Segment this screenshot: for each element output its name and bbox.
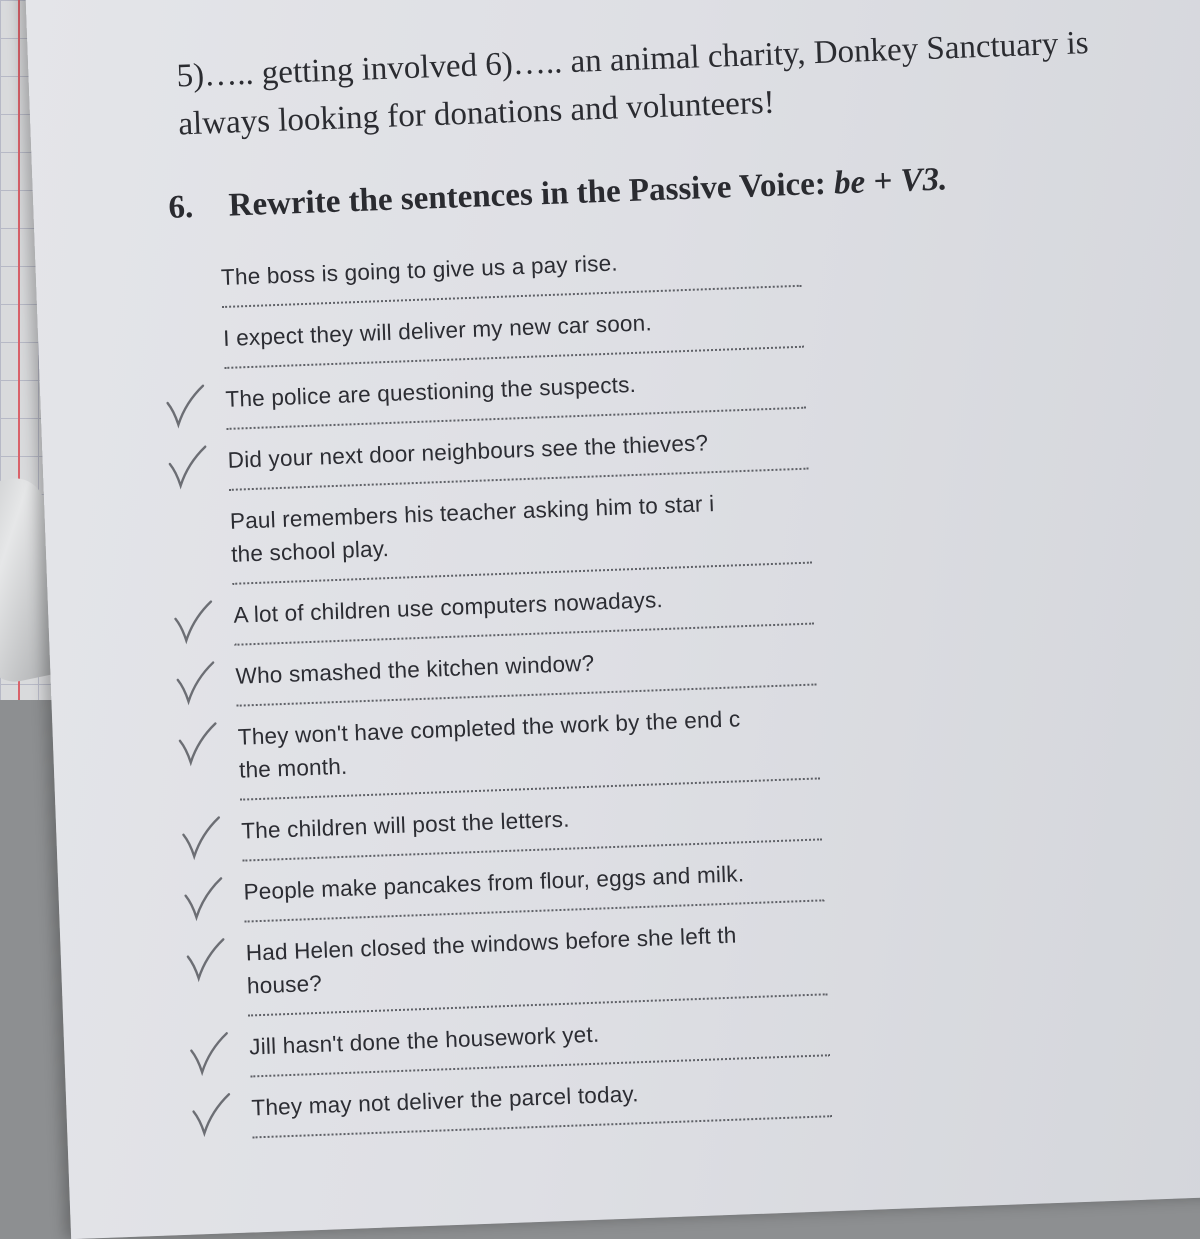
sentence-text: A lot of children use computers nowadays. bbox=[232, 587, 664, 628]
check-mark-icon bbox=[177, 721, 219, 764]
sentence-text: Did your next door neighbours see the thieves? bbox=[227, 430, 709, 473]
sentence-text: The police are questioning the suspects. bbox=[225, 371, 637, 412]
task-instruction: Rewrite the sentences in the Passive Voice: bbox=[227, 165, 827, 224]
sentence-item bbox=[241, 793, 822, 861]
sentence-text: Paul remembers his teacher asking him to star i the school play. bbox=[229, 491, 715, 567]
paragraph-line-2: always looking for donations and volunteers! bbox=[177, 84, 776, 143]
sentence-text: They may not deliver the parcel today. bbox=[251, 1081, 640, 1121]
check-mark-icon bbox=[173, 600, 215, 643]
check-mark-icon bbox=[191, 1092, 233, 1135]
sentence-item bbox=[225, 362, 806, 430]
sentence-item bbox=[220, 240, 801, 308]
sentence-text: Had Helen closed the windows before she left th house? bbox=[245, 922, 737, 999]
sentence-text: They won't have completed the work by the end c the month. bbox=[237, 706, 741, 783]
previous-exercise-text bbox=[176, 13, 1200, 149]
paragraph-line-1: 5)….. getting involved 6)….. an animal charity, Donkey Sanctuary is bbox=[175, 25, 1090, 95]
check-mark-icon bbox=[183, 876, 225, 919]
check-mark-icon bbox=[167, 445, 209, 488]
sentence-item bbox=[251, 1070, 832, 1138]
sentence-text: Jill hasn't done the housework yet. bbox=[248, 1021, 600, 1060]
check-mark-icon bbox=[181, 815, 223, 858]
sentence-item bbox=[243, 854, 824, 922]
sentence-text: I expect they will deliver my new car soon. bbox=[222, 310, 653, 351]
task-heading bbox=[168, 150, 1200, 227]
sentence-item bbox=[237, 699, 820, 800]
sentence-item bbox=[233, 578, 814, 646]
worksheet-page bbox=[25, 0, 1200, 1239]
check-mark-icon bbox=[189, 1031, 231, 1074]
sentence-item bbox=[223, 301, 804, 369]
sentence-text: The children will post the letters. bbox=[240, 806, 570, 844]
sentence-item bbox=[249, 1009, 830, 1077]
check-mark-icon bbox=[165, 384, 207, 427]
task-formula: be + V3. bbox=[833, 161, 948, 202]
check-mark-icon bbox=[175, 660, 217, 703]
sentence-text: The boss is going to give us a pay rise. bbox=[220, 250, 619, 291]
sentence-item bbox=[235, 639, 816, 707]
task-number: 6. bbox=[167, 189, 194, 226]
sentence-item bbox=[229, 484, 812, 585]
check-mark-icon bbox=[185, 937, 227, 980]
sentence-item bbox=[245, 915, 828, 1016]
sentence-item bbox=[227, 423, 808, 491]
sentence-text: Who smashed the kitchen window? bbox=[235, 650, 595, 689]
sentence-list bbox=[220, 240, 832, 1153]
sentence-text: People make pancakes from flour, eggs and milk. bbox=[243, 861, 745, 905]
